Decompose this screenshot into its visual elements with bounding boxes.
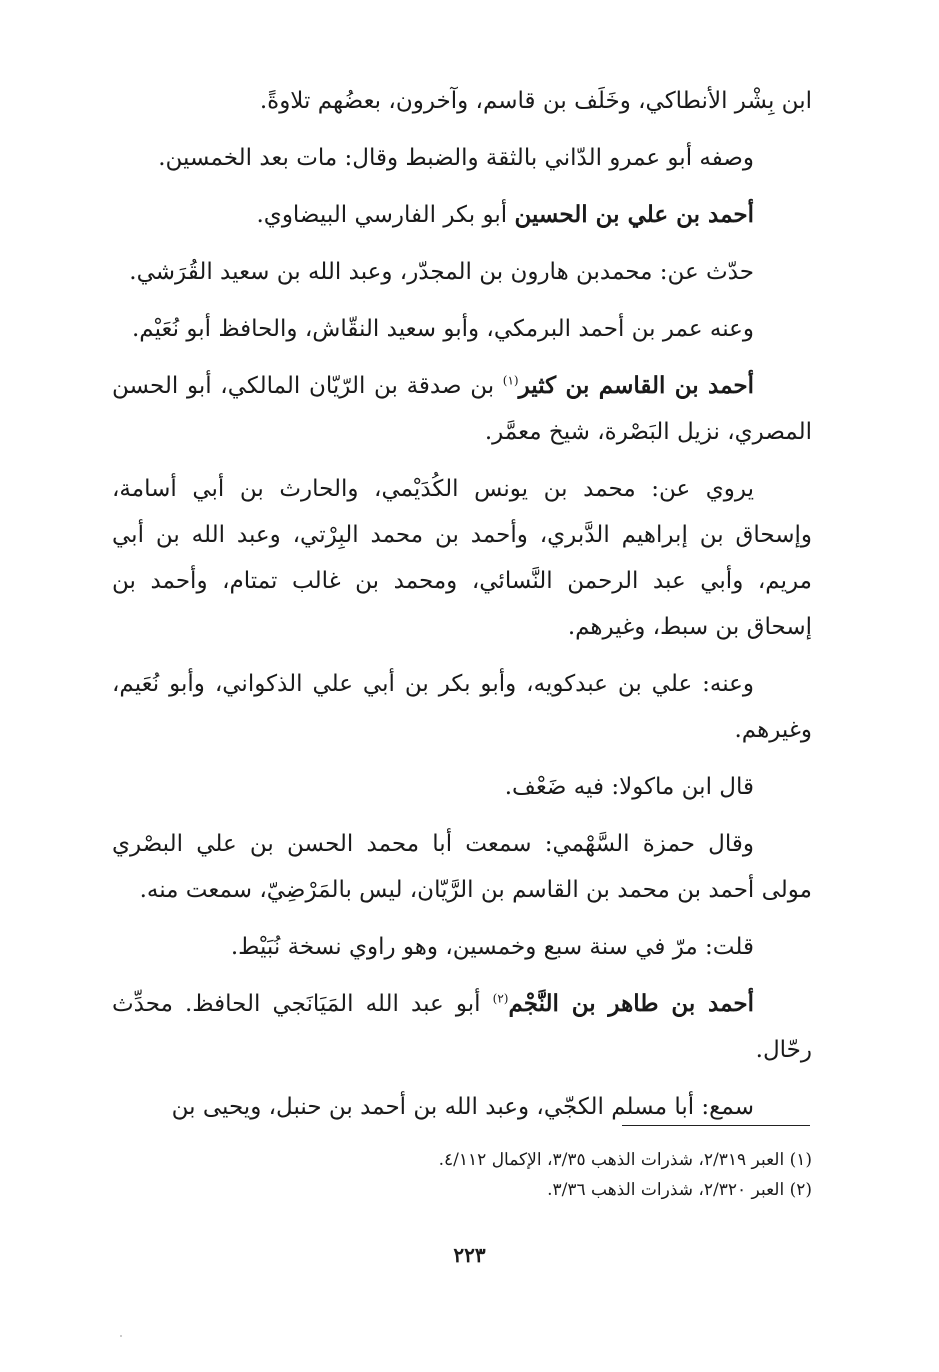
- paragraph-text: قال ابن ماكولا: فيه ضَعْف.: [504, 774, 754, 800]
- page-number: ٢٢٣: [453, 1243, 486, 1267]
- scan-speck: [120, 1335, 122, 1337]
- footnote-item: (١) العبر ٢/٣١٩، شذرات الذهب ٣/٣٥، الإكمال ٤/١١٢.: [438, 1150, 812, 1170]
- paragraph: [112, 661, 812, 753]
- paragraph-text: حدّث عن: محمدبن هارون بن المجدّر، وعبد الله بن سعيد القُرَشي.: [129, 259, 754, 285]
- paragraph: [112, 78, 812, 124]
- paragraph-text: قلت: مرّ في سنة سبع وخمسين، وهو راوي نسخة نُبَيْط.: [230, 934, 754, 960]
- paragraph-text: وعنه: علي بن عبدكويه، وأبو بكر بن أبي علي الذكواني، وأبو نُعَيم، وغيرهم.: [112, 671, 812, 743]
- paragraph-text: سمع: أبا مسلم الكجّي، وعبد الله بن أحمد بن حنبل، ويحيى بن: [171, 1094, 754, 1120]
- paragraph-text: بن صدقة بن الرّيّان المالكي، أبو الحسن المصري، نزيل البَصْرة، شيخ معمَّر.: [112, 373, 812, 445]
- footnote-divider: [622, 1125, 810, 1126]
- entry-heading: أحمد بن القاسم بن كثير: [518, 372, 755, 399]
- paragraph: [112, 1084, 812, 1130]
- footnote-item: (٢) العبر ٢/٣٢٠، شذرات الذهب ٣/٣٦.: [547, 1180, 812, 1200]
- paragraph-text: وقال حمزة السَّهْمي: سمعت أبا محمد الحسن بن علي البصْري مولى أحمد بن محمد بن القاسم بن الرَّيّان، ليس بالمَرْضِيّ، سمعت منه.: [112, 831, 812, 903]
- paragraph-text: أبو بكر الفارسي البيضاوي.: [256, 202, 515, 228]
- paragraph-text: أبو عبد الله المَيَانَجي الحافظ. محدِّث رحّال.: [112, 991, 812, 1063]
- entry-heading: أحمد بن علي بن الحسين: [514, 201, 754, 228]
- paragraph: [112, 306, 812, 352]
- paragraph-text: وصفه أبو عمرو الدّاني بالثقة والضبط وقال: مات بعد الخمسين.: [158, 145, 754, 171]
- paragraph-text: يروي عن: محمد بن يونس الكُدَيْمي، والحارث بن أبي أسامة، وإسحاق بن إبراهيم الدَّبري، وأحمد بن محمد البِرْتي، وعبد الله بن أبي مريم، وأبي عبد الرحمن النَّسائي، ومحمد بن غالب تمتام، وأحمد بن إسحاق بن سبط، وغيرهم.: [112, 476, 812, 640]
- paragraph: [112, 821, 812, 913]
- paragraph-text: ابن بِشْر الأنطاكي، وخَلَف بن قاسم، وآخرون، بعضُهم تلاوةً.: [259, 88, 812, 114]
- paragraph: [112, 363, 812, 455]
- paragraph: [112, 466, 812, 650]
- paragraph: [112, 192, 812, 238]
- footnote-reference: (٢): [492, 991, 509, 1006]
- paragraph: [112, 249, 812, 295]
- footnotes: [300, 1145, 812, 1205]
- paragraph: [112, 924, 812, 970]
- main-text: [112, 78, 812, 1141]
- footnote-reference: (١): [502, 373, 519, 388]
- entry-heading: أحمد بن طاهر بن النَّجْم: [508, 990, 755, 1017]
- paragraph-text: وعنه عمر بن أحمد البرمكي، وأبو سعيد النقّاش، والحافظ أبو نُعَيْم.: [131, 316, 754, 342]
- paragraph: [112, 981, 812, 1073]
- paragraph: [112, 764, 812, 810]
- paragraph: [112, 135, 812, 181]
